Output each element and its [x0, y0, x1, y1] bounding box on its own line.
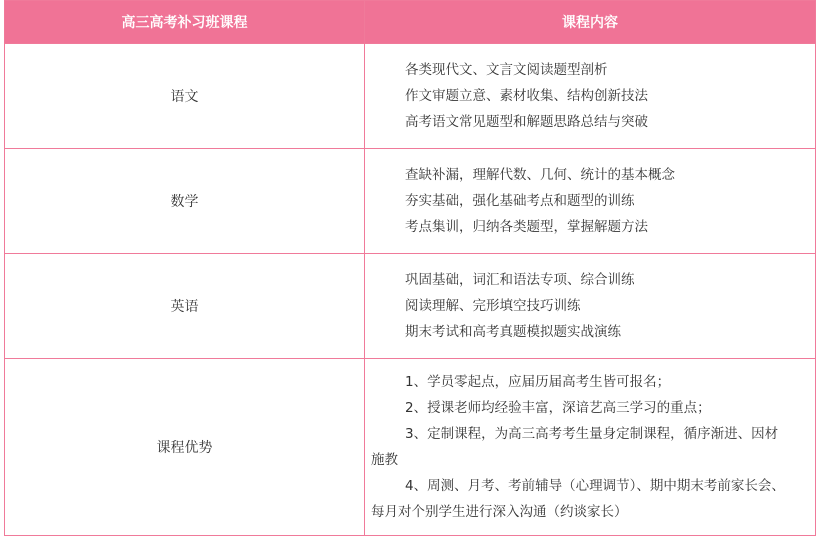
content-line: 高考语文常见题型和解题思路总结与突破 — [405, 114, 648, 130]
advantage-item: 2、授课老师均经验丰富，深谙艺高三学习的重点； — [405, 400, 711, 416]
content-cell — [365, 44, 816, 149]
header-row — [5, 1, 816, 44]
table-row-math — [5, 149, 816, 254]
content-line: 考点集训，归纳各类题型，掌握解题方法 — [405, 219, 648, 235]
content-line: 巩固基础，词汇和语法专项、综合训练 — [405, 272, 635, 288]
content-list — [365, 162, 815, 240]
table-header — [5, 1, 816, 44]
advantage-item: 3、定制课程，为高三高考考生量身定制课程，循序渐进、因材施教 — [371, 426, 779, 468]
table-row-english — [5, 254, 816, 359]
content-line: 作文审题立意、素材收集、结构创新技法 — [405, 88, 648, 104]
course-table — [4, 0, 816, 536]
subject-cell: 数学 — [5, 149, 365, 254]
content-list — [365, 57, 815, 135]
content-cell — [365, 254, 816, 359]
content-line: 阅读理解、完形填空技巧训练 — [405, 298, 581, 314]
advantage-item: 1、学员零起点，应届历届高考生皆可报名； — [405, 374, 671, 390]
advantage-item: 4、周测、月考、考前辅导（心理调节）、期中期末考前家长会、每月对个别学生进行深入沟通（约谈家长） — [371, 478, 785, 520]
content-cell — [365, 149, 816, 254]
content-line: 期末考试和高考真题模拟题实战演练 — [405, 324, 621, 340]
table-row-advantages — [5, 359, 816, 536]
subject-cell: 英语 — [5, 254, 365, 359]
content-list — [365, 267, 815, 345]
content-cell — [365, 359, 816, 536]
content-line: 查缺补漏，理解代数、几何、统计的基本概念 — [405, 167, 675, 183]
content-line: 各类现代文、文言文阅读题型剖析 — [405, 62, 608, 78]
subject-cell: 课程优势 — [5, 359, 365, 536]
advantages-list — [365, 369, 815, 525]
header-subject: 高三高考补习班课程 — [5, 1, 365, 44]
table-body — [5, 44, 816, 536]
table-row-chinese — [5, 44, 816, 149]
header-content: 课程内容 — [365, 1, 816, 44]
content-line: 夯实基础，强化基础考点和题型的训练 — [405, 193, 635, 209]
subject-cell: 语文 — [5, 44, 365, 149]
